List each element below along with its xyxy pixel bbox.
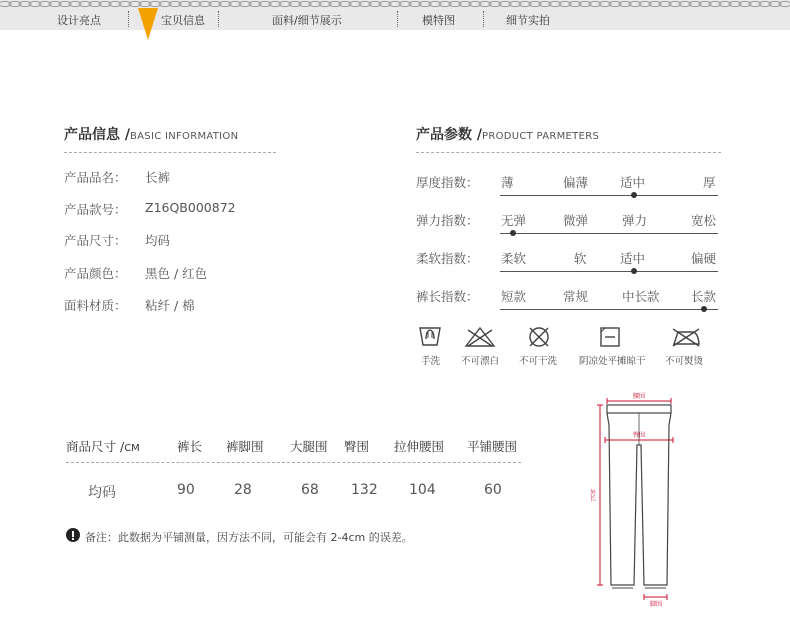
param-option: 适中 [620,175,646,190]
size-table-header-thigh: 大腿围 [290,439,328,454]
size-cell-hip: 132 [351,482,378,498]
size-cell-size: 均码 [88,485,116,501]
size-table-header-flat-waist: 平铺腰围 [467,439,518,454]
param-option: 弹力 [622,213,648,228]
param-scale-line [500,195,718,196]
param-option: 短款 [501,289,527,304]
chain-border-decoration [0,0,790,8]
param-option: 厚 [703,175,716,190]
param-selected-dot [701,306,707,312]
care-label-hand-wash: 手洗 [421,356,441,367]
param-option: 软 [574,251,587,266]
info-label-color: 产品颜色： [64,266,127,281]
params-heading [416,124,599,144]
param-selected-dot [631,268,637,274]
no-dry-clean-icon [527,325,551,349]
nav-tab-fabric-details[interactable]: 面料/细节展示 [272,14,342,27]
param-option: 薄 [501,175,514,190]
param-option: 中长款 [622,289,660,304]
product-info-heading [64,124,238,144]
size-table-header-hem: 裤脚围 [226,439,264,454]
param-scale-line [500,233,718,234]
size-table-header-hip: 臀围 [344,439,370,454]
warning-icon [66,528,80,542]
params-title: 产品参数 / [416,127,482,143]
param-selected-dot [510,230,516,236]
size-cell-flat-waist: 60 [484,482,502,498]
nav-tab-design-highlights[interactable]: 设计亮点 [57,14,101,27]
section-divider [64,152,276,153]
pants-size-diagram [580,385,690,610]
info-label-name: 产品品名： [64,170,127,185]
param-scale-line [500,271,718,272]
params-subtitle: PRODUCT PARMETERS [482,131,600,142]
size-table-header-size [66,437,140,455]
info-value-color: 黑色 / 红色 [145,266,208,281]
product-info-title: 产品信息 / [64,127,130,143]
nav-active-indicator [138,8,158,40]
no-iron-icon [670,327,702,347]
size-table-header-length: 裤长 [177,439,203,454]
care-label-no-iron: 不可熨烫 [665,356,704,367]
hand-wash-icon [418,325,442,347]
care-label-no-bleach: 不可漂白 [461,356,500,367]
size-cell-hem: 28 [234,482,252,498]
nav-tab-product-info[interactable]: 宝贝信息 [161,14,205,27]
param-option: 适中 [620,251,646,266]
param-option: 微弹 [563,213,589,228]
care-label-no-dry-clean: 不可干洗 [519,356,558,367]
size-cell-length: 90 [177,482,195,498]
diagram-hem-label: 脚围 [649,601,663,608]
diagram-waist-label: 腰围 [632,393,646,400]
flat-dry-shade-icon [599,326,621,348]
care-label-flat-dry: 阴凉处平摊晾干 [579,356,646,367]
param-option: 宽松 [691,213,717,228]
section-divider [416,152,721,153]
nav-tab-detail-photos[interactable]: 细节实拍 [506,14,550,27]
info-value-name: 长裤 [145,170,171,185]
param-scale-line [500,309,718,310]
info-label-material: 面料材质： [64,298,127,313]
param-option: 偏硬 [691,251,717,266]
info-value-material: 粘纤 / 棉 [145,298,195,313]
param-option: 无弹 [501,213,527,228]
param-selected-dot [631,192,637,198]
param-label: 弹力指数： [416,213,479,228]
nav-separator [128,11,130,27]
nav-separator [397,11,399,27]
param-option: 柔软 [501,251,527,266]
param-label: 厚度指数： [416,175,479,190]
param-option: 长款 [691,289,717,304]
size-table-header-stretch-waist: 拉伸腰围 [394,439,445,454]
info-value-style-no: Z16QB000872 [145,200,236,215]
no-bleach-icon [464,326,496,348]
nav-separator [483,11,485,27]
product-info-subtitle: BASIC INFORMATION [130,131,239,142]
diagram-length-label: 外长 [588,489,596,501]
info-value-size: 均码 [145,233,171,248]
size-header-label: 商品尺寸 / [66,439,125,454]
info-label-style-no: 产品款号： [64,202,127,217]
size-table-divider [66,462,521,463]
param-option: 常规 [563,289,589,304]
diagram-hip-label: 臀围 [632,432,646,439]
param-option: 偏薄 [563,175,589,190]
size-cell-stretch-waist: 104 [409,482,436,498]
param-label: 柔软指数： [416,251,479,266]
measurement-note: 备注：此数据为平铺测量，因方法不同，可能会有 2-4cm 的误差。 [85,531,413,544]
size-cell-thigh: 68 [301,482,319,498]
nav-separator [218,11,220,27]
info-label-size: 产品尺寸： [64,233,127,248]
size-header-unit: CM [124,443,140,454]
nav-tab-model-photos[interactable]: 模特图 [422,14,455,27]
param-label: 裤长指数： [416,289,479,304]
